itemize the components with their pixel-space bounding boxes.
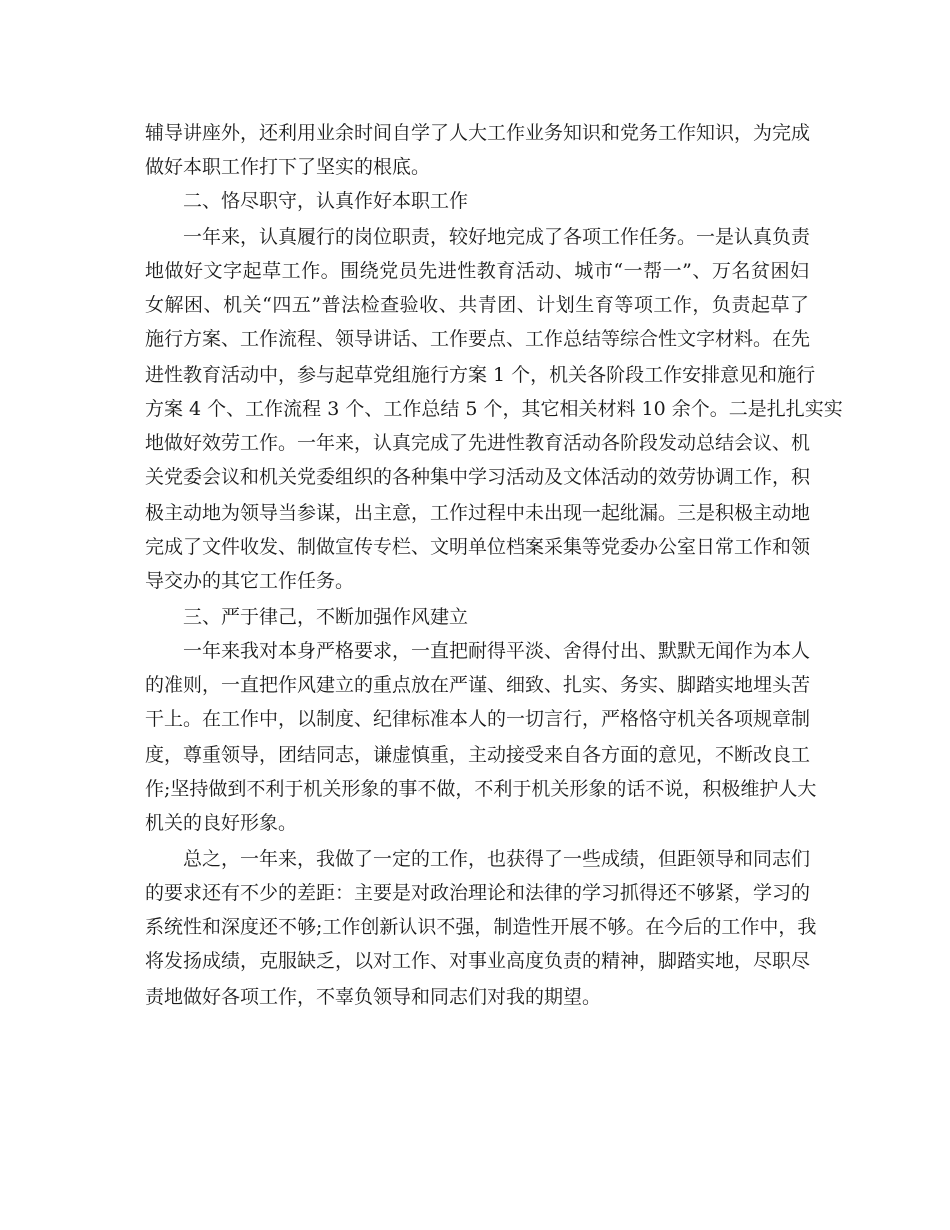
text-line: 做好本职工作打下了坚实的根底。	[145, 156, 431, 178]
text-line: 地做好文字起草工作。围绕党员先进性教育活动、城市“一帮一”、万名贫困妇	[145, 260, 809, 282]
text-line: 干上。在工作中，以制度、纪律标准本人的一切言行，严格恪守机关各项规章制	[145, 708, 811, 730]
text-line: 极主动地为领导当参谋，出主意，工作过程中未出现一起纰漏。三是积极主动地	[145, 502, 811, 524]
text-line: 完成了文件收发、制做宣传专栏、文明单位档案采集等党委办公室日常工作和领	[145, 536, 811, 558]
text-line: 地做好效劳工作。一年来，认真完成了先进性教育活动各阶段发动总结会议、机	[145, 432, 811, 454]
text-line: 一年来我对本身严格要求，一直把耐得平淡、舍得付出、默默无闻作为本人	[183, 640, 811, 662]
text-line: 方案 4 个、工作流程 3 个、工作总结 5 个，其它相关材料 10 余个。二是扎扎实实	[145, 398, 843, 420]
text-line: 机关的良好形象。	[145, 812, 298, 834]
text-line: 关党委会议和机关党委组织的各种集中学习活动及文体活动的效劳协调工作，积	[145, 466, 811, 488]
text-line: 导交办的其它工作任务。	[145, 570, 355, 592]
text-line: 总之，一年来，我做了一定的工作，也获得了一些成绩，但距领导和同志们	[183, 848, 811, 870]
text-line: 辅导讲座外，还利用业余时间自学了人大工作业务知识和党务工作知识，为完成	[145, 122, 811, 144]
text-line: 作;坚持做到不利于机关形象的事不做，不利于机关形象的话不说，积极维护人大	[145, 778, 817, 800]
text-line: 度，尊重领导，团结同志，谦虚慎重，主动接受来自各方面的意见，不断改良工	[145, 744, 811, 766]
text-line: 进性教育活动中，参与起草党组施行方案 1 个，机关各阶段工作安排意见和施行	[145, 364, 816, 386]
text-line: 一年来，认真履行的岗位职责，较好地完成了各项工作任务。一是认真负责	[183, 226, 811, 248]
text-line: 系统性和深度还不够;工作创新认识不强，制造性开展不够。在今后的工作中，我	[145, 916, 817, 938]
text-line: 责地做好各项工作，不辜负领导和同志们对我的期望。	[145, 986, 602, 1008]
text-line: 将发扬成绩，克服缺乏，以对工作、对事业高度负责的精神，脚踏实地，尽职尽	[145, 950, 811, 972]
section-heading: 二、恪尽职守，认真作好本职工作	[183, 190, 469, 212]
text-line: 施行方案、工作流程、领导讲话、工作要点、工作总结等综合性文字材料。在先	[145, 328, 811, 350]
text-line: 的准则，一直把作风建立的重点放在严谨、细致、扎实、务实、脚踏实地埋头苦	[145, 674, 811, 696]
text-line: 的要求还有不少的差距：主要是对政治理论和法律的学习抓得还不够紧，学习的	[145, 882, 811, 904]
text-line: 女解困、机关“四五”普法检查验收、共青团、计划生育等项工作，负责起草了	[145, 294, 809, 316]
section-heading: 三、严于律己，不断加强作风建立	[183, 606, 469, 628]
